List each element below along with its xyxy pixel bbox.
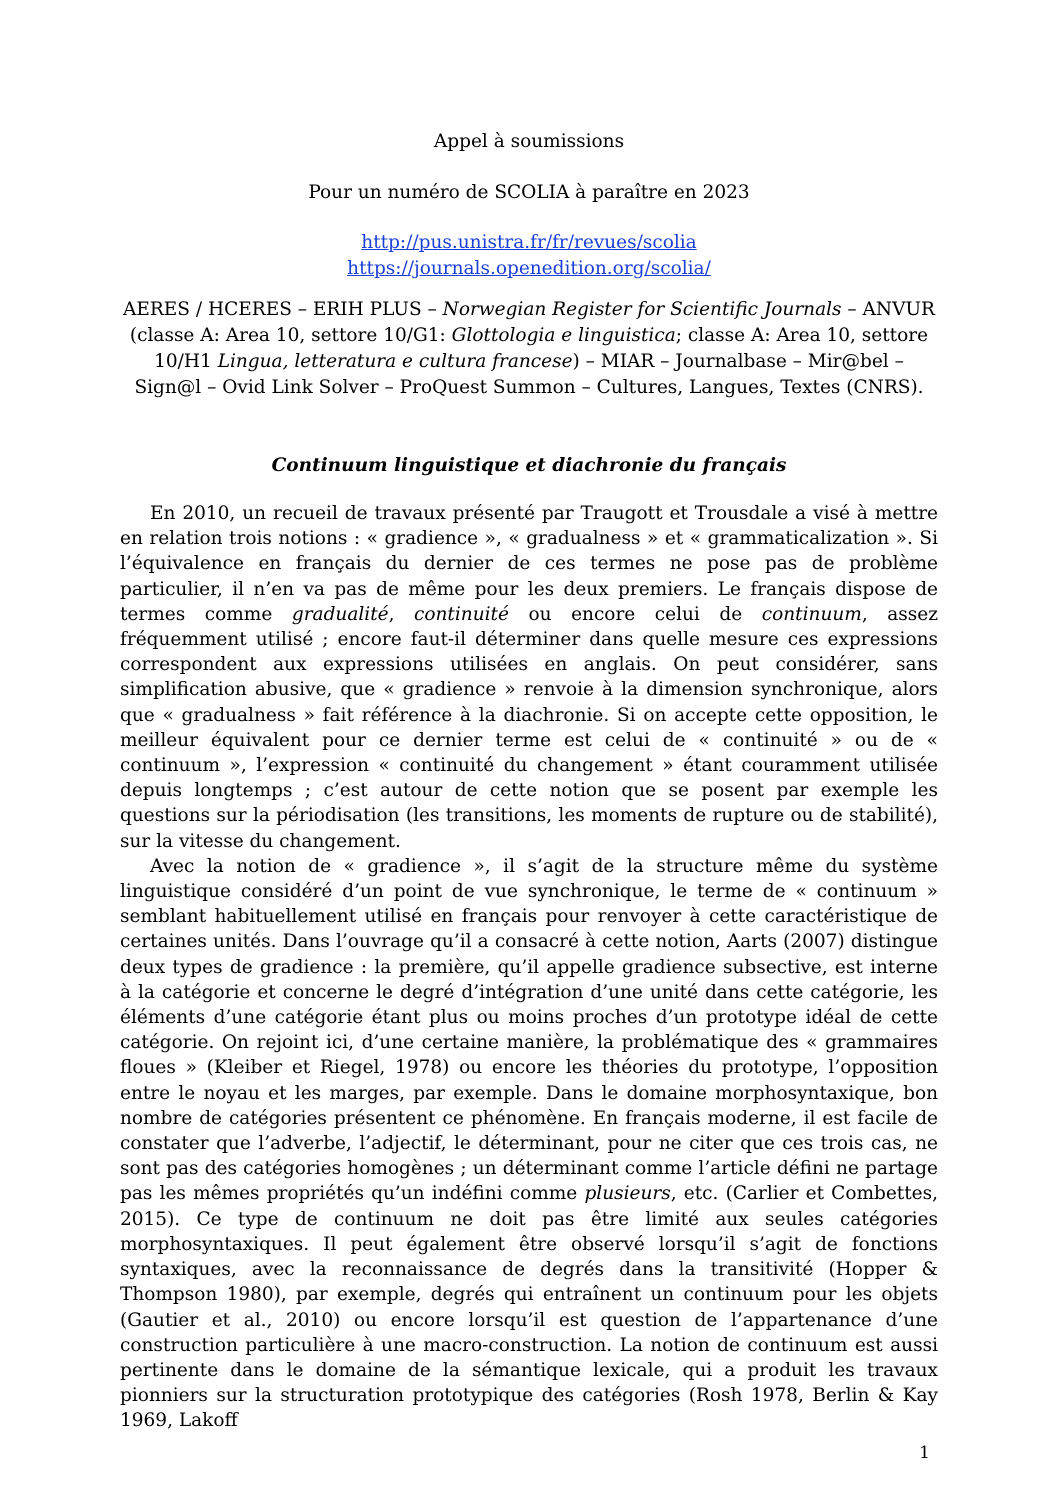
indexing-list	[120, 297, 938, 401]
indexing-italic: Norwegian Register for Scientific Journals	[442, 299, 842, 320]
openedition-link[interactable]: https://journals.openedition.org/scolia/	[347, 258, 711, 279]
text-run: En 2010, un recueil de travaux présenté par Traugott et Trousdale a visé à mettre en relation trois notions : « gradience », « gradualness » et « grammaticalization ». Si l’équivalence en français du dernier de ces termes ne pose pas de problème particulier, il n’en va pas de même pour les deux premiers. Le français dispose de termes comme	[120, 503, 938, 625]
text-run: ou encore celui de	[508, 603, 762, 625]
italic-term: continuité	[414, 603, 509, 625]
text-run: ,	[388, 603, 415, 625]
italic-term: continuum	[761, 603, 862, 625]
indexing-italic: Glottologia e linguistica	[451, 325, 676, 346]
text-run: , assez fréquemment utilisé ; encore faut-il déterminer dans quelle mesure ces expressions correspondent aux expressions utilisées en anglais. On peut considérer, sans simplification abusive, que « gradience » renvoie à la dimension synchronique, alors que « gradualness » fait référence à la diachronie. Si on accepte cette opposition, le meilleur équivalent pour ce dernier terme est celui de « continuité » ou de « continuum », l’expression « continuité du changement » étant couramment utilisée depuis longtemps ; c’est autour de cette notion que se posent par exemple les questions sur la périodisation (les transitions, les moments de rupture ou de stabilité), sur la vitesse du changement.	[120, 603, 938, 852]
call-title: Appel à soumissions	[433, 131, 625, 152]
paragraph	[120, 854, 938, 1434]
issue-line: Pour un numéro de SCOLIA à paraître en 2023	[308, 182, 750, 203]
text-run: Avec la notion de « gradience », il s’agit de la structure même du système linguistique considéré d’un point de vue synchronique, le terme de « continuum » semblant habituellement utilisé en français pour renvoyer à cette caractéristique de certaines unités. Dans l’ouvrage qu’il a consacré à cette notion, Aarts (2007) distingue deux types de gradience : la première, qu’il appelle gradience subsective, est interne à la catégorie et concerne le degré d’intégration d’une unité dans cette catégorie, les éléments d’une catégorie étant plus ou moins proches d’un prototype idéal de cette catégorie. On rejoint ici, d’une certaine manière, la problématique des « grammaires floues » (Kleiber et Riegel, 1978) ou encore les théories du prototype, l’opposition entre le noyau et les marges, par exemple. Dans le domaine morphosyntaxique, bon nombre de catégories présentent ce phénomène. En français moderne, il est facile de constater que l’adverbe, l’adjectif, le déterminant, pour ne citer que ces trois cas, ne sont pas des catégories homogènes ; un déterminant comme l’article défini ne partage pas les mêmes propriétés qu’un indéfini comme	[120, 855, 938, 1205]
unistra-link[interactable]: http://pus.unistra.fr/fr/revues/scolia	[361, 232, 697, 253]
indexing-part: ; classe A: Area 10, settore 10/H1	[154, 325, 929, 372]
text-run: , etc. (Carlier et Combettes, 2015). Ce type de continuum ne doit pas être limité aux seules catégories morphosyntaxiques. Il peut également être observé lorsqu’il s’agit de fonctions syntaxiques, avec la reconnaissance de degrés dans la transitivité (Hopper & Thompson 1980), par exemple, degrés qui entraînent un continuum pour les objets (Gautier et al., 2010) ou encore lorsqu’il est question de l’appartenance d’une construction particulière à une macro-construction. La notion de continuum est aussi pertinente dans le domaine de la sémantique lexicale, qui a produit les travaux pionniers sur la structuration prototypique des catégories (Rosh 1978, Berlin & Kay 1969, Lakoff	[120, 1183, 938, 1432]
paragraph	[120, 501, 938, 854]
indexing-part: ) – MIAR – Journalbase – Mir@bel – Sign@l – Ovid Link Solver – ProQuest Summon – Cultures, Langues, Textes (CNRS).	[134, 351, 924, 398]
italic-term: gradualité	[291, 603, 389, 625]
article-title: Continuum linguistique et diachronie du français	[271, 455, 787, 476]
journal-links	[120, 230, 938, 282]
page-number: 1	[919, 1443, 930, 1463]
indexing-italic: Lingua, letteratura e cultura francese	[217, 351, 573, 372]
body-text	[120, 501, 938, 1434]
indexing-part: – ANVUR (classe A: Area 10, settore 10/G1:	[129, 299, 935, 346]
indexing-part: AERES / HCERES – ERIH PLUS –	[123, 299, 443, 320]
italic-term: plusieurs	[584, 1183, 671, 1205]
